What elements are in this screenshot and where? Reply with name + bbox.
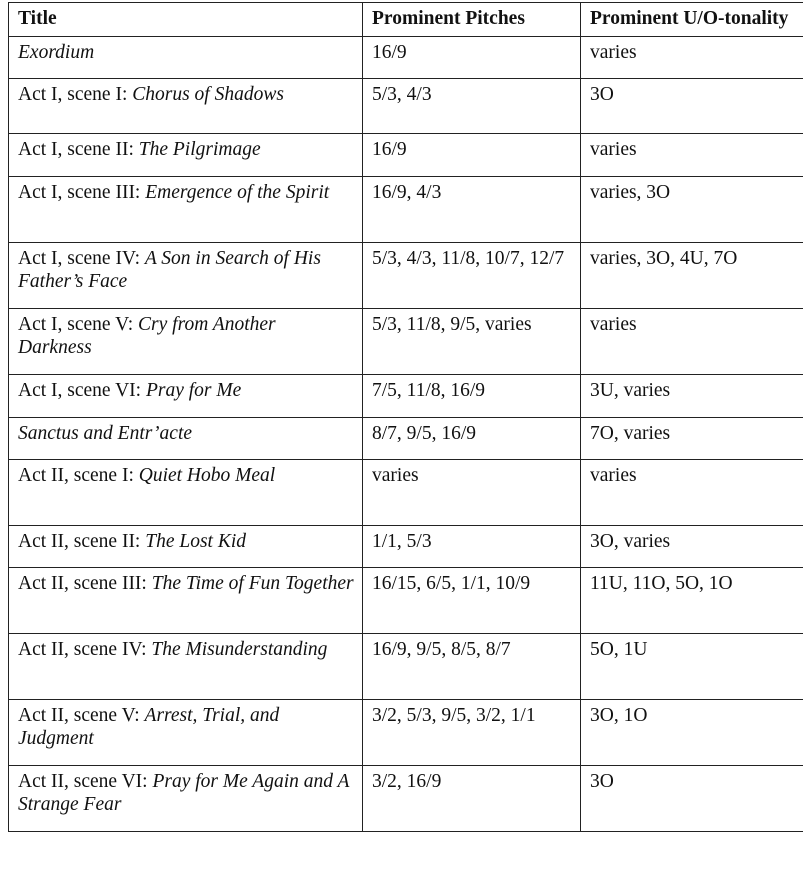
cell-pitches: 16/9 bbox=[363, 37, 581, 79]
cell-pitches: 3/2, 5/3, 9/5, 3/2, 1/1 bbox=[363, 700, 581, 766]
cell-pitches: 16/9, 9/5, 8/5, 8/7 bbox=[363, 634, 581, 700]
cell-pitches: 7/5, 11/8, 16/9 bbox=[363, 375, 581, 418]
cell-title bbox=[9, 134, 363, 177]
scene-prefix: Act I, scene IV: bbox=[18, 248, 145, 269]
table-row bbox=[9, 526, 803, 568]
cell-title bbox=[9, 37, 363, 79]
table-row bbox=[9, 309, 803, 375]
cell-tonality: 3O, 1O bbox=[581, 700, 803, 766]
cell-tonality: varies bbox=[581, 134, 803, 177]
cell-pitches: 5/3, 11/8, 9/5, varies bbox=[363, 309, 581, 375]
cell-title bbox=[9, 243, 363, 309]
scene-prefix: Act I, scene VI: bbox=[18, 380, 146, 401]
cell-tonality: 7O, varies bbox=[581, 418, 803, 460]
scene-prefix: Act II, scene VI: bbox=[18, 771, 153, 792]
cell-tonality: 3O bbox=[581, 766, 803, 832]
table-row bbox=[9, 634, 803, 700]
cell-tonality: 5O, 1U bbox=[581, 634, 803, 700]
table-row bbox=[9, 568, 803, 634]
scene-title: Arrest, Trial, and Judgment bbox=[18, 705, 280, 749]
cell-title bbox=[9, 177, 363, 243]
scenes-table bbox=[8, 2, 803, 832]
cell-title bbox=[9, 634, 363, 700]
cell-pitches: 3/2, 16/9 bbox=[363, 766, 581, 832]
cell-tonality: 3O bbox=[581, 79, 803, 134]
table-row bbox=[9, 37, 803, 79]
cell-pitches: varies bbox=[363, 460, 581, 526]
cell-tonality: varies, 3O, 4U, 7O bbox=[581, 243, 803, 309]
cell-title bbox=[9, 700, 363, 766]
scene-prefix: Act I, scene I: bbox=[18, 84, 133, 105]
table-row bbox=[9, 375, 803, 418]
scene-title: Chorus of Shadows bbox=[132, 84, 284, 105]
scene-prefix: Act II, scene III: bbox=[18, 573, 152, 594]
table-row bbox=[9, 243, 803, 309]
cell-pitches: 5/3, 4/3, 11/8, 10/7, 12/7 bbox=[363, 243, 581, 309]
scene-prefix: Act II, scene II: bbox=[18, 531, 146, 552]
cell-title bbox=[9, 418, 363, 460]
cell-tonality: varies bbox=[581, 37, 803, 79]
cell-pitches: 5/3, 4/3 bbox=[363, 79, 581, 134]
table-row bbox=[9, 418, 803, 460]
scene-title: Emergence of the Spirit bbox=[145, 182, 330, 203]
cell-pitches: 16/9 bbox=[363, 134, 581, 177]
header-pitches: Prominent Pitches bbox=[363, 3, 581, 37]
table-row bbox=[9, 134, 803, 177]
table-body bbox=[9, 37, 803, 832]
cell-title bbox=[9, 375, 363, 418]
scene-prefix: Act I, scene III: bbox=[18, 182, 146, 203]
scene-title: The Lost Kid bbox=[145, 531, 247, 552]
cell-pitches: 8/7, 9/5, 16/9 bbox=[363, 418, 581, 460]
scene-prefix: Act I, scene II: bbox=[18, 139, 139, 160]
header-row bbox=[9, 3, 803, 37]
scene-title: Sanctus and Entr’acte bbox=[18, 423, 193, 444]
scene-title: Pray for Me Again and A Strange Fear bbox=[18, 771, 350, 815]
cell-pitches: 16/9, 4/3 bbox=[363, 177, 581, 243]
header-title: Title bbox=[9, 3, 363, 37]
scene-prefix: Act II, scene I: bbox=[18, 465, 139, 486]
scene-title: Cry from Another Darkness bbox=[18, 314, 276, 358]
cell-title bbox=[9, 766, 363, 832]
cell-title bbox=[9, 309, 363, 375]
scene-title: Pray for Me bbox=[145, 380, 242, 401]
cell-title bbox=[9, 79, 363, 134]
scene-prefix: Act II, scene V: bbox=[18, 705, 145, 726]
cell-title bbox=[9, 568, 363, 634]
table-row bbox=[9, 79, 803, 134]
scene-title: Exordium bbox=[18, 42, 95, 63]
scene-prefix: Act II, scene IV: bbox=[18, 639, 152, 660]
table-row bbox=[9, 460, 803, 526]
cell-tonality: varies, 3O bbox=[581, 177, 803, 243]
scene-title: Quiet Hobo Meal bbox=[138, 465, 276, 486]
table-row bbox=[9, 700, 803, 766]
cell-pitches: 16/15, 6/5, 1/1, 10/9 bbox=[363, 568, 581, 634]
scene-prefix: Act I, scene V: bbox=[18, 314, 139, 335]
table-row bbox=[9, 766, 803, 832]
cell-tonality: varies bbox=[581, 309, 803, 375]
cell-title bbox=[9, 526, 363, 568]
header-tonality: Prominent U/O-tonality bbox=[581, 3, 803, 37]
table-row bbox=[9, 177, 803, 243]
cell-tonality: 3O, varies bbox=[581, 526, 803, 568]
cell-pitches: 1/1, 5/3 bbox=[363, 526, 581, 568]
scene-title: The Pilgrimage bbox=[138, 139, 261, 160]
scene-title: The Misunderstanding bbox=[151, 639, 328, 660]
scene-title: A Son in Search of His Father’s Face bbox=[18, 248, 321, 292]
scene-title: The Time of Fun Together bbox=[151, 573, 354, 594]
cell-title bbox=[9, 460, 363, 526]
cell-tonality: 3U, varies bbox=[581, 375, 803, 418]
cell-tonality: varies bbox=[581, 460, 803, 526]
cell-tonality: 11U, 11O, 5O, 1O bbox=[581, 568, 803, 634]
